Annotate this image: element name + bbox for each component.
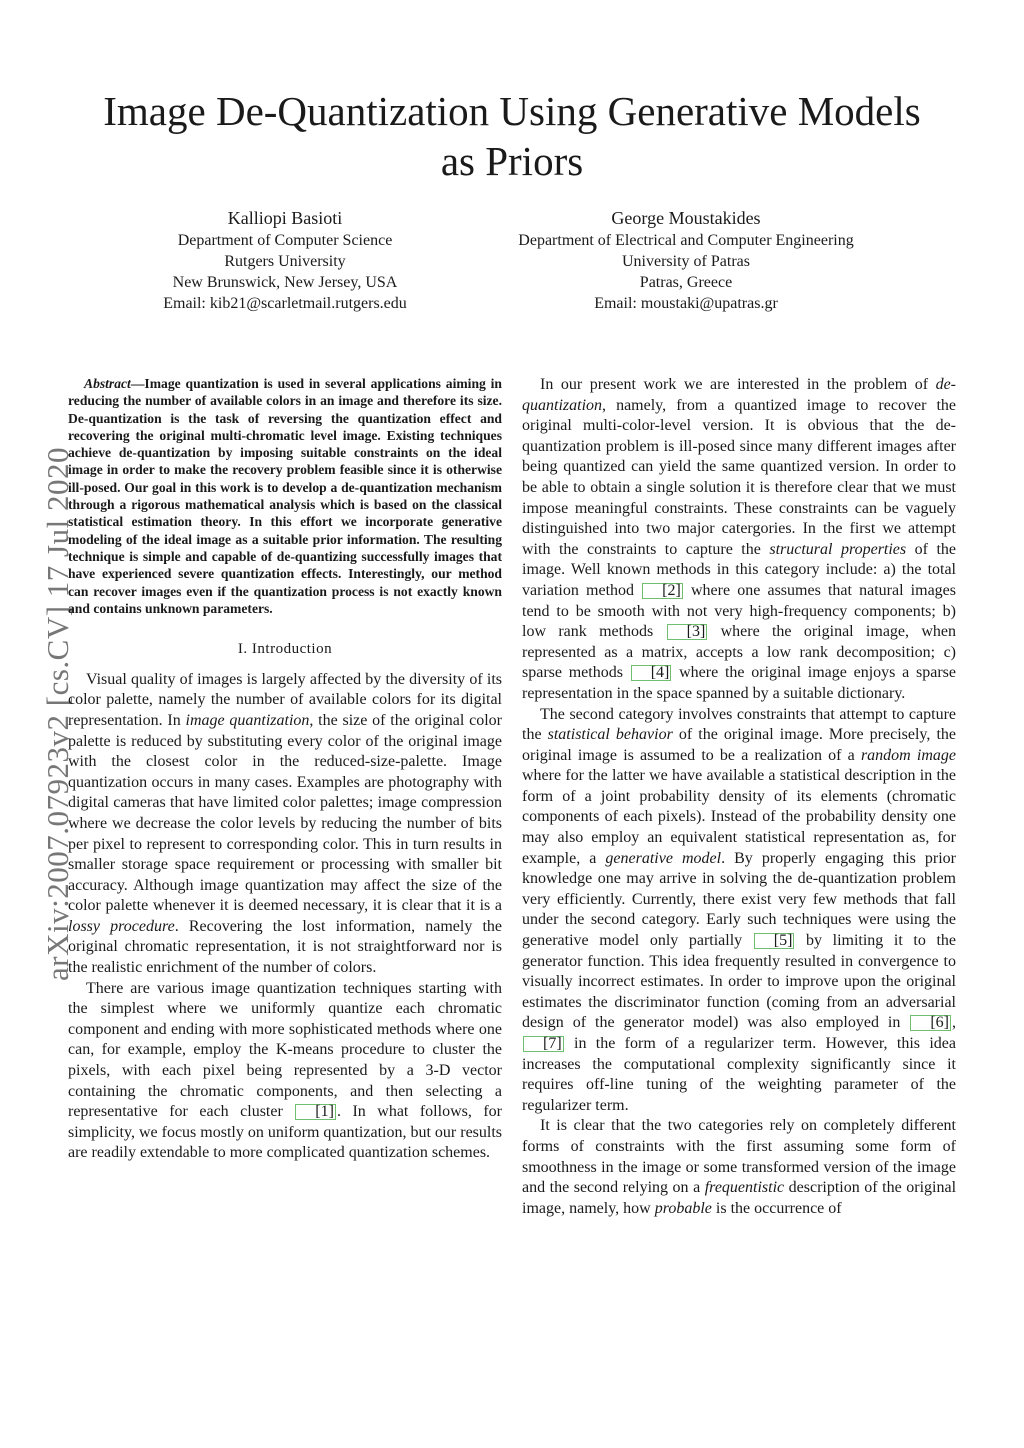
author-name: George Moustakides [611,208,761,228]
author-department: Department of Computer Science [177,232,393,249]
right-column [522,375,956,1219]
right-paragraph-2: The second category involves constraints that attempt to capture the statistical behavior of the original image. More precisely, the original image is assumed to be a realization of a random image where for the latter we have available a statistical description in the form of a joint probability density of its elements (chromatic components of each pixels). Instead of the probability density one may also employ an equivalent statistical representation as, for example, a generative model. By properly engaging this prior knowledge one may arrive in solving the de-quantization problem very efficiently. Currently, there exist very few methods that fall under the second category. Early such techniques were using the generative model only partially [5] by limiting it to the generator function. This idea frequently resulted in convergence to visually incorrect estimates. In order to improve upon the original estimates the discriminator function (coming from an adversarial design of the generator model) was also employed in [6] , [7] in the form of a regularizer term. However, this idea increases the computational complexity significantly since it requires off-line tuning of the weighting parameter of the regularizer term. [522,705,957,1114]
abstract-label: Abstract [84,376,131,391]
author-block-2 [486,206,886,314]
citation-link[interactable]: [1] [295,1104,336,1120]
paper-title [70,86,954,186]
author-email: Email: moustaki@upatras.gr [594,295,778,312]
citation-link[interactable]: [2] [642,583,683,599]
author-block-1 [135,206,435,314]
author-institution: University of Patras [622,253,750,270]
author-department: Department of Electrical and Computer Engineering [518,232,854,249]
author-email: Email: kib21@scarletmail.rutgers.edu [163,295,407,312]
intro-paragraph-1: Visual quality of images is largely affected by the diversity of its color palette, namely the number of available colors for its digital representation. In image quantization, the size of the original color palette is reduced by substituting every color of the original image with the closest color in the reduced-size-palette. Image quantization occurs in many cases. Examples are photography with digital cameras that have limited color palettes; image compression where we decrease the color levels by reducing the number of bits per pixel to represent to corresponding color. This in turn results in smaller storage space requirement or processing with smaller bit accuracy. Although image quantization may affect the size of the color palette whenever it is deemed necessary, it is clear that it is a lossy procedure. Recovering the lost information, namely the original chromatic representation, it is not straightforward nor is the realistic enrichment of the number of colors. [68,670,503,977]
author-location: New Brunswick, New Jersey, USA [172,274,398,291]
left-column [68,375,502,1164]
citation-link[interactable]: [7] [523,1036,564,1052]
author-institution: Rutgers University [224,253,346,270]
abstract-body: —Image quantization is used in several applications aiming in reducing the number of available colors in an image and therefore its size. De-quantization is the task of reversing the quantization effect and recovering the original multi-chromatic level image. Existing techniques achieve de-quantization by imposing suitable constraints on the ideal image in order to make the recovery problem feasible since it is otherwise ill-posed. Our goal in this work is to develop a de-quantization mechanism through a rigorous mathematical analysis which is based on the classical statistical estimation theory. In this effort we incorporate generative modeling of the ideal image as a suitable prior information. The resulting technique is simple and capable of de-quantizing successfully images that have experienced severe quantization effects. Interestingly, our method can recover images even if the quantization process is not exactly known and contains unknown parameters. [68,376,502,616]
citation-link[interactable]: [4] [631,665,672,681]
author-name: Kalliopi Basioti [227,208,343,228]
abstract [68,375,502,617]
right-paragraph-3: It is clear that the two categories rely on completely different forms of constraints with the first assuming some form of smoothness in the image or some transformed version of the image and the second relying on a frequentistic description of the original image, namely, how probable is the occurrence of [522,1117,957,1217]
citation-link[interactable]: [3] [667,624,708,640]
intro-paragraph-2: There are various image quantization techniques starting with the simplest where we uniformly quantize each chromatic component and ending with more sophisticated methods where one can, for example, employ the K-means procedure to cluster the pixels, with each pixel being represented by a 3-D vector containing the chromatic components, and then selecting a representative for each cluster [1] . In what follows, for simplicity, we focus mostly on uniform quantization, but our results are readily extendable to more complicated quantization schemes. [68,979,503,1162]
author-location: Patras, Greece [639,274,733,291]
citation-link[interactable]: [6] [910,1015,951,1031]
arxiv-identifier-stamp: arXiv:2007.07923v2 [cs.CV] 17 Jul 2020 [40,447,75,981]
right-paragraph-1: In our present work we are interested in the problem of de-quantization, namely, from a quantized image to recover the original multi-color-level version. It is obvious that the de-quantization problem is ill-posed since many different images after being quantized can yield the same quantized version. In order to be able to obtain a single solution it is therefore clear that we must impose meaningful constraints. These constraints can be vaguely distinguished into two major catergories. In the first we attempt with the constraints to capture the structural properties of the image. Well known methods in this category include: a) the total variation method [2] where one assumes that natural images tend to be smooth with not very high-frequency components; b) low rank methods [3] where the original image, when represented as a matrix, accepts a low rank decomposition; c) sparse methods [4] where the original image enjoys a sparse representation in the space spanned by a suitable dictionary. [522,376,957,702]
section-heading-introduction: I. Introduction [237,641,333,658]
title-line-1: Image De-Quantization Using Generative Models [103,88,921,134]
citation-link[interactable]: [5] [754,933,795,949]
title-line-2: as Priors [440,138,584,184]
